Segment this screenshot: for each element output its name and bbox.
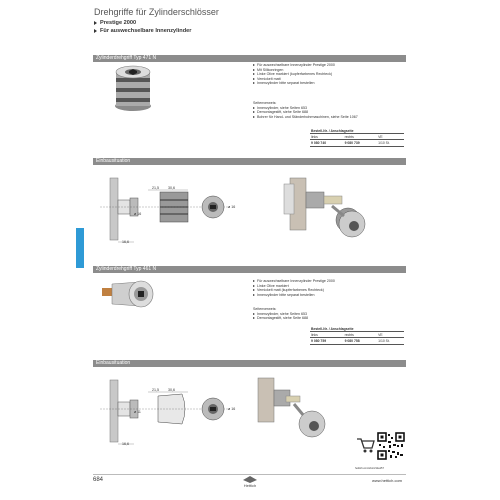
bullet-item: Vernickelt matt (253, 77, 335, 82)
bullet-item: Innenzylinder bitte separat bestellen (253, 293, 335, 298)
footer-divider (93, 474, 406, 475)
triangle-bullet-icon (253, 280, 255, 282)
note-item: Demontagestift, siehe Seite 688 (253, 110, 358, 115)
col-ve: VE (377, 332, 404, 338)
qr-caption: hettich.com/short/11a157 (355, 467, 384, 470)
dim-label: 21,5 (152, 388, 159, 392)
dim-label: ø 16 (134, 212, 142, 216)
subtitle-text: Prestige 2000 (100, 20, 137, 26)
notes-title: Seitenverweis: (253, 101, 277, 105)
note-item: Innenzylinder, siehe Seiten 653 (253, 106, 358, 111)
note-item: Innenzylinder, siehe Seiten 653 (253, 312, 308, 317)
chapter-tab (76, 228, 84, 268)
triangle-bullet-icon (253, 313, 255, 315)
dim-label: ø 16 (228, 205, 236, 209)
col-rechts: rechts (344, 332, 378, 338)
col-links: links (310, 332, 344, 338)
bullet-item: Linke Olive markiert (kupferfarbenes Rechteck) (253, 72, 335, 77)
col-rechts: rechts (344, 134, 378, 140)
triangle-bullet-icon (253, 78, 255, 80)
hettich-logo-icon (243, 476, 257, 483)
subtitle-prestige (94, 20, 136, 26)
triangle-bullet-icon (253, 73, 255, 75)
dim-label: 16,6 (122, 240, 129, 244)
brand-logo (234, 476, 266, 488)
triangle-bullet-icon (253, 64, 255, 66)
bullet-item: Vernickelt matt (kupferfarbenes Rechteck) (253, 288, 335, 293)
dim-label: 21,5 (152, 186, 159, 190)
note-item: Demontagestift, siehe Seite 688 (253, 316, 308, 321)
section-bar-einbau-1: Einbausituation (93, 158, 406, 165)
triangle-bullet-icon (253, 116, 255, 118)
order-table-header: Bestell-Nr. / Anschlagseite (310, 326, 404, 332)
bullet-item: Mit Silikonringen (253, 68, 335, 73)
order-number-links: 9 080 759 (310, 338, 344, 344)
installation-image-1 (282, 168, 382, 258)
technical-drawing-2 (100, 372, 240, 452)
section-bar-typ-471: Zylinderdrehgriff Typ 471 N (93, 55, 406, 62)
notes-461 (253, 307, 308, 321)
packaging-unit: 1/10 St. (377, 338, 404, 344)
dim-label: 16,6 (122, 442, 129, 446)
page-number: 684 (93, 477, 104, 483)
shopping-cart-icon (355, 436, 375, 454)
qr-code-icon[interactable] (377, 432, 405, 460)
product-image-461 (100, 276, 158, 320)
notes-title: Seitenverweis: (253, 307, 277, 311)
triangle-bullet-icon (253, 285, 255, 287)
subtitle-innenzylinder (94, 28, 191, 34)
bullets-471 (253, 63, 335, 86)
technical-drawing-1 (100, 170, 240, 250)
bullet-item: Innenzylinder bitte separat bestellen (253, 81, 335, 86)
bullet-item: Für auswechselbare Innenzylinder Prestige 2000 (253, 279, 335, 284)
dim-label: 30,6 (168, 388, 175, 392)
packaging-unit: 1/10 St. (377, 140, 404, 146)
bullet-item: Linke Olive markiert (253, 284, 335, 289)
subtitle-text: Für auswechselbare Innenzylinder (100, 28, 192, 34)
brand-name: Hettich (243, 483, 257, 488)
notes-471 (253, 101, 358, 119)
triangle-bullet-icon (94, 29, 97, 33)
order-number-rechts: 9 080 758 (344, 338, 378, 344)
bullets-461 (253, 279, 335, 297)
triangle-bullet-icon (253, 69, 255, 71)
order-table-header: Bestell-Nr. / Anschlagseite (310, 128, 404, 134)
footer-url[interactable]: www.hettich.com (372, 478, 403, 483)
order-table-461 (310, 326, 404, 345)
dim-label: ø 11 (134, 410, 141, 414)
dim-label: 30,6 (168, 186, 175, 190)
triangle-bullet-icon (94, 21, 97, 25)
note-item: Bohrer für Hand- und Ständerbohrmaschinen, siehe Seite 1067 (253, 115, 358, 120)
triangle-bullet-icon (253, 289, 255, 291)
section-bar-einbau-2: Einbausituation (93, 360, 406, 367)
product-image-471 (108, 62, 158, 117)
bullet-item: Für auswechselbare Innenzylinder Prestige 2000 (253, 63, 335, 68)
triangle-bullet-icon (253, 107, 255, 109)
dim-label: ø 16 (228, 407, 236, 411)
order-table-471 (310, 128, 404, 147)
order-number-rechts: 9 080 739 (344, 140, 378, 146)
section-bar-typ-461: Zylinderdrehgriff Typ 461 N (93, 266, 406, 273)
triangle-bullet-icon (253, 294, 255, 296)
triangle-bullet-icon (253, 111, 255, 113)
col-links: links (310, 134, 344, 140)
triangle-bullet-icon (253, 82, 255, 84)
installation-image-2 (254, 372, 334, 452)
col-ve: VE (377, 134, 404, 140)
order-number-links: 9 080 740 (310, 140, 344, 146)
triangle-bullet-icon (253, 317, 255, 319)
page-title: Drehgriffe für Zylinderschlösser (94, 7, 219, 17)
